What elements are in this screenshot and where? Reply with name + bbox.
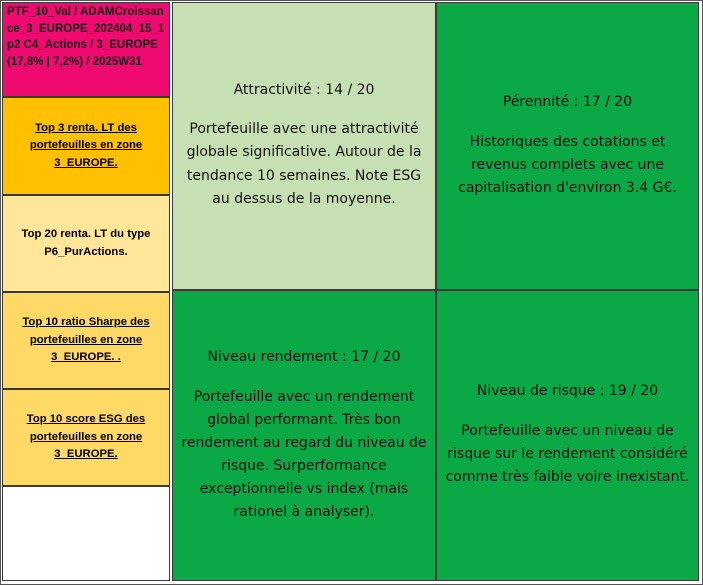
rendement-title: Niveau rendement : 17 / 20 (207, 348, 401, 365)
rendement-quadrant (172, 290, 436, 581)
perennite-title: Pérennité : 17 / 20 (502, 93, 633, 110)
ranking-text: Top 10 ratio Sharpe des portefeuilles en zone 3_EUROPE. . (22, 316, 150, 364)
ranking-top10-esg (2, 389, 170, 486)
ranking-empty-cell (2, 486, 170, 581)
ranking-top3-renta (2, 97, 170, 195)
risque-title: Niveau de risque : 19 / 20 (476, 383, 659, 399)
attractivite-quadrant (172, 2, 436, 290)
risque-quadrant (436, 290, 699, 581)
ranking-text: Top 20 renta. LT du type P6_PurActions. (21, 228, 151, 258)
portfolio-header-cell (2, 2, 170, 97)
ranking-top20-renta (2, 195, 170, 292)
perennite-quadrant (436, 2, 699, 290)
ranking-text: Top 3 renta. LT des portefeuilles en zone 3_EUROPE. (29, 121, 143, 169)
attractivite-title: Attractivité : 14 / 20 (233, 81, 375, 98)
ranking-top10-sharpe (2, 292, 170, 389)
rendement-description: Portefeuille avec un rendement global performant. Très bon rendement au regard du niveau de risque. Surperformance exceptionnelle vs index (mais rationel à analyser). (181, 388, 427, 520)
ranking-text: Top 10 score ESG des portefeuilles en zone 3_EUROPE. (26, 413, 146, 461)
risque-description: Portefeuille avec un niveau de risque sur le rendement considéré comme très faible voire inexistant. (445, 423, 690, 485)
perennite-description: Historiques des cotations et revenus complets avec une capitalisation d'environ 3.4 G€. (458, 133, 677, 196)
portfolio-header-text: PTF_10_Val / ADAMCroissance_3_EUROPE_202404_15_1p2 C4_Actions / 3_EUROPE (17,8% | 7,2%) / 2025W31 (7, 6, 165, 68)
attractivite-description: Portefeuille avec une attractivité globale significative. Autour de la tendance 10 semaines. Note ESG au dessus de la moyenne. (186, 120, 422, 207)
